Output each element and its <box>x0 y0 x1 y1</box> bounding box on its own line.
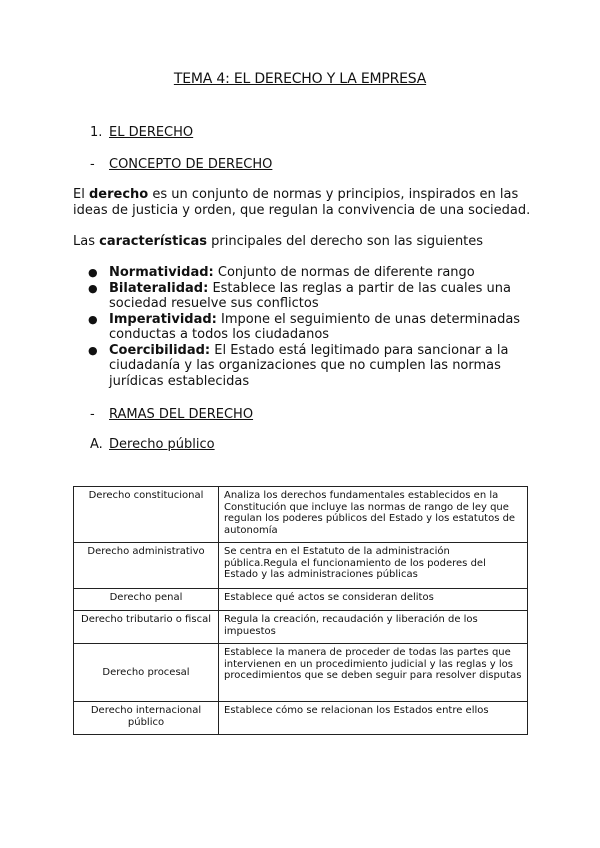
subsection-label: RAMAS DEL DERECHO <box>109 407 254 422</box>
bullet-text: Conjunto de normas de diferente rango <box>213 265 475 280</box>
table-cell-description: Establece cómo se relacionan los Estados entre ellos <box>219 702 528 735</box>
list-item <box>73 343 533 390</box>
subsection-dash: - <box>90 407 95 422</box>
list-item <box>73 265 533 281</box>
list-item <box>73 281 533 312</box>
table-cell-name: Derecho procesal <box>74 644 219 702</box>
table-row <box>74 702 528 735</box>
features-intro-post: principales del derecho son las siguientes <box>207 234 484 249</box>
ramas-table <box>73 486 528 735</box>
table-cell-description: Analiza los derechos fundamentales establecidos en la Constitución que incluye las normas de rango de ley que regulan los poderes públicos del Estado y los estatutos de autonomía <box>219 487 528 543</box>
features-intro-pre: Las <box>73 234 100 249</box>
subsection-letter: A. <box>90 437 103 452</box>
table-cell-description: Establece la manera de proceder de todas las partes que intervienen en un procedimiento judicial y las reglas y los procedimientos que se deben seguir para resolver disputas <box>219 644 528 702</box>
subsection-ramas <box>90 407 253 422</box>
bullet-text: Impone el seguimiento de unas determinadas conductas a todos los ciudadanos <box>109 311 521 342</box>
table-cell-name: Derecho penal <box>74 589 219 611</box>
bullet-dot-icon: ● <box>88 312 98 326</box>
bullet-text: Establece las reglas a partir de las cuales una sociedad resuelve sus conflictos <box>109 280 511 311</box>
table-cell-description: Se centra en el Estatuto de la administración pública.Regula el funcionamiento de los poderes del Estado y las administraciones públicas <box>219 543 528 589</box>
table-row <box>74 487 528 543</box>
bullet-dot-icon: ● <box>88 266 98 279</box>
definition-post: es un conjunto de normas y principios, inspirados en las ideas de justicia y orden, que regulan la convivencia de una sociedad. <box>73 187 531 218</box>
subsection-dash: - <box>90 157 95 172</box>
table-row <box>74 543 528 589</box>
table-cell-name: Derecho tributario o fiscal <box>74 611 219 644</box>
table-cell-description: Establece qué actos se consideran delitos <box>219 589 528 611</box>
list-item <box>73 312 533 343</box>
table-row <box>74 589 528 611</box>
section-number: 1. <box>90 125 103 140</box>
section-label: EL DERECHO <box>109 125 194 140</box>
definition-pre: El <box>73 187 89 202</box>
bullet-dot-icon: ● <box>88 343 98 357</box>
subsection-derecho-publico <box>90 437 215 452</box>
subsection-concepto <box>90 157 272 172</box>
bullet-term: Normatividad: <box>109 265 214 280</box>
table-cell-name: Derecho internacional público <box>74 702 219 735</box>
table-cell-description: Regula la creación, recaudación y liberación de los impuestos <box>219 611 528 644</box>
subsection-a-label: Derecho público <box>109 437 215 452</box>
document-title: TEMA 4: EL DERECHO Y LA EMPRESA <box>173 71 427 87</box>
table-row <box>74 611 528 644</box>
features-intro <box>73 234 543 250</box>
section-heading <box>90 125 193 140</box>
bullet-term: Bilateralidad: <box>109 280 209 296</box>
definition-bold: derecho <box>88 187 149 202</box>
table-cell-name: Derecho administrativo <box>74 543 219 589</box>
bullet-term: Coercibilidad: <box>109 342 211 358</box>
table-row <box>74 644 528 702</box>
features-intro-bold: características <box>99 234 208 249</box>
bullet-term: Imperatividad: <box>109 311 217 327</box>
features-list <box>73 265 533 389</box>
subsection-label: CONCEPTO DE DERECHO <box>109 157 273 172</box>
bullet-dot-icon: ● <box>88 281 98 295</box>
definition-paragraph <box>73 187 543 219</box>
table-cell-name: Derecho constitucional <box>74 487 219 543</box>
bullet-text: El Estado está legitimado para sancionar a la ciudadanía y las organizaciones que no cumplen las normas jurídicas establecidas <box>109 342 509 389</box>
